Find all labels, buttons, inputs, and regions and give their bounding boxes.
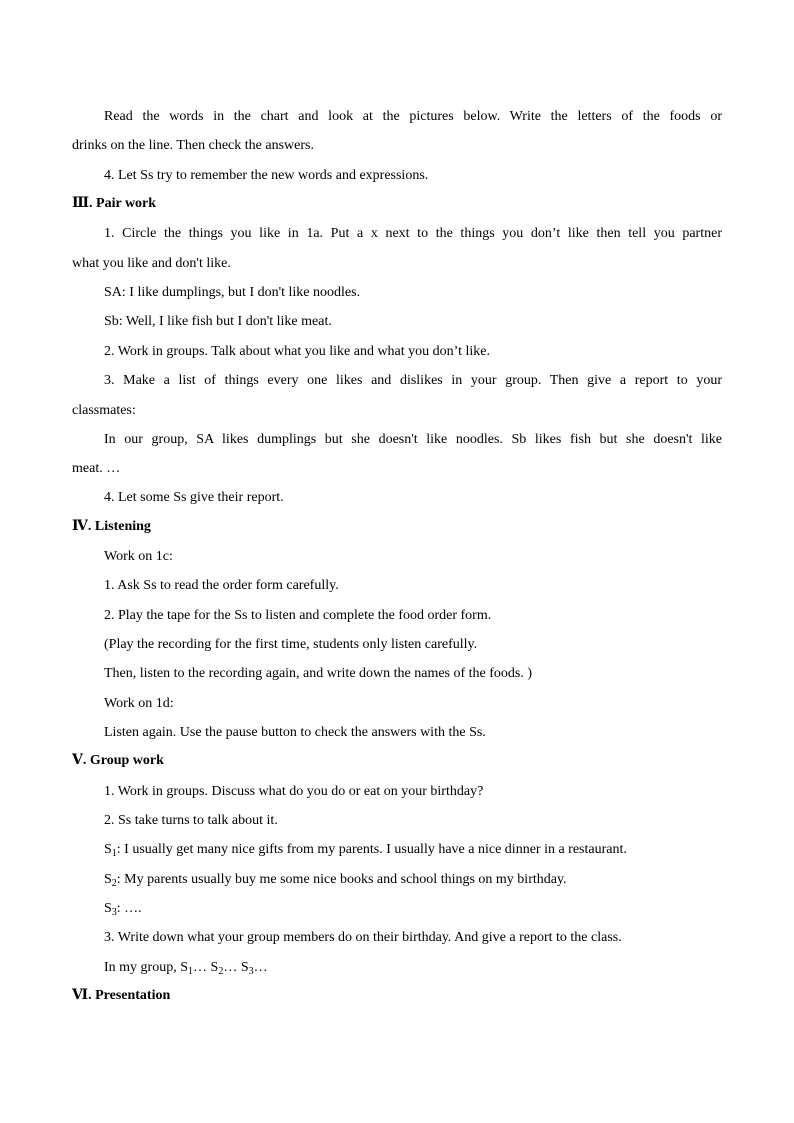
- work-on-1d: Work on 1d:: [104, 696, 174, 711]
- student-number: 2: [218, 966, 224, 977]
- work-on-1c: Work on 1c:: [104, 549, 173, 564]
- group-work-heading: Ⅴ. Group work: [72, 753, 164, 768]
- pair-work-item-1-line-2: what you like and don't like.: [72, 256, 231, 271]
- group-work-item-2: 2. Ss take turns to talk about it.: [104, 813, 278, 828]
- student-label: S: [104, 872, 112, 887]
- group-report-line: [104, 959, 722, 977]
- ellipsis: …: [223, 960, 238, 975]
- pair-work-item-3-line-2: classmates:: [72, 403, 136, 418]
- in-my-group: In my group,: [104, 960, 181, 975]
- student-2-line: [104, 871, 722, 889]
- listening-item-1: 1. Ask Ss to read the order form carefully.: [104, 578, 339, 593]
- student-3-text: : ….: [116, 901, 142, 916]
- group-work-item-1: 1. Work in groups. Discuss what do you do or eat on your birthday?: [104, 784, 484, 799]
- report-line-2: meat. …: [72, 461, 121, 476]
- listening-note-1: (Play the recording for the first time, students only listen carefully.: [104, 637, 478, 652]
- student-number: 3: [248, 966, 254, 977]
- listening-note-2: Then, listen to the recording again, and write down the names of the foods. ): [104, 666, 533, 681]
- student-number: 1: [111, 848, 117, 859]
- presentation-heading: Ⅵ. Presentation: [72, 988, 171, 1003]
- ellipsis: …: [253, 960, 268, 975]
- student-label: S: [180, 960, 189, 975]
- student-label: S: [240, 960, 249, 975]
- group-work-item-3: 3. Write down what your group members do on their birthday. And give a report to the class.: [104, 930, 622, 945]
- student-number: 2: [111, 878, 117, 889]
- intro-item-4: 4. Let Ss try to remember the new words and expressions.: [104, 168, 429, 183]
- ellipsis: …: [193, 960, 208, 975]
- student-label: S: [104, 901, 112, 916]
- pair-work-heading: Ⅲ. Pair work: [72, 196, 157, 211]
- student-number: 3: [111, 907, 117, 918]
- listen-again: Listen again. Use the pause button to check the answers with the Ss.: [104, 725, 486, 740]
- student-number: 1: [188, 966, 194, 977]
- student-1-line: [104, 841, 722, 859]
- student-1-text: : I usually get many nice gifts from my parents. I usually have a nice dinner in a restaurant.: [116, 842, 627, 857]
- pair-work-item-3-line-1: 3. Make a list of things every one likes and dislikes in your group. Then give a report to your: [104, 373, 722, 388]
- student-label: S: [210, 960, 219, 975]
- pair-work-item-1-line-1: 1. Circle the things you like in 1a. Put a x next to the things you don’t like then tell you partner: [104, 226, 722, 241]
- dialogue-sb: Sb: Well, I like fish but I don't like meat.: [104, 314, 332, 329]
- pair-work-item-4: 4. Let some Ss give their report.: [104, 490, 284, 505]
- intro-line-2: drinks on the line. Then check the answers.: [72, 138, 314, 153]
- report-line-1: In our group, SA likes dumplings but she doesn't like noodles. Sb likes fish but she doesn't like: [104, 432, 722, 447]
- student-3-line: [104, 900, 722, 918]
- intro-line-1: Read the words in the chart and look at the pictures below. Write the letters of the foods or: [104, 109, 722, 124]
- pair-work-item-2: 2. Work in groups. Talk about what you like and what you don’t like.: [104, 344, 490, 359]
- listening-item-2: 2. Play the tape for the Ss to listen and complete the food order form.: [104, 608, 492, 623]
- student-label: S: [104, 842, 112, 857]
- student-2-text: : My parents usually buy me some nice books and school things on my birthday.: [116, 872, 567, 887]
- listening-heading: Ⅳ. Listening: [72, 519, 151, 534]
- dialogue-sa: SA: I like dumplings, but I don't like noodles.: [104, 285, 361, 300]
